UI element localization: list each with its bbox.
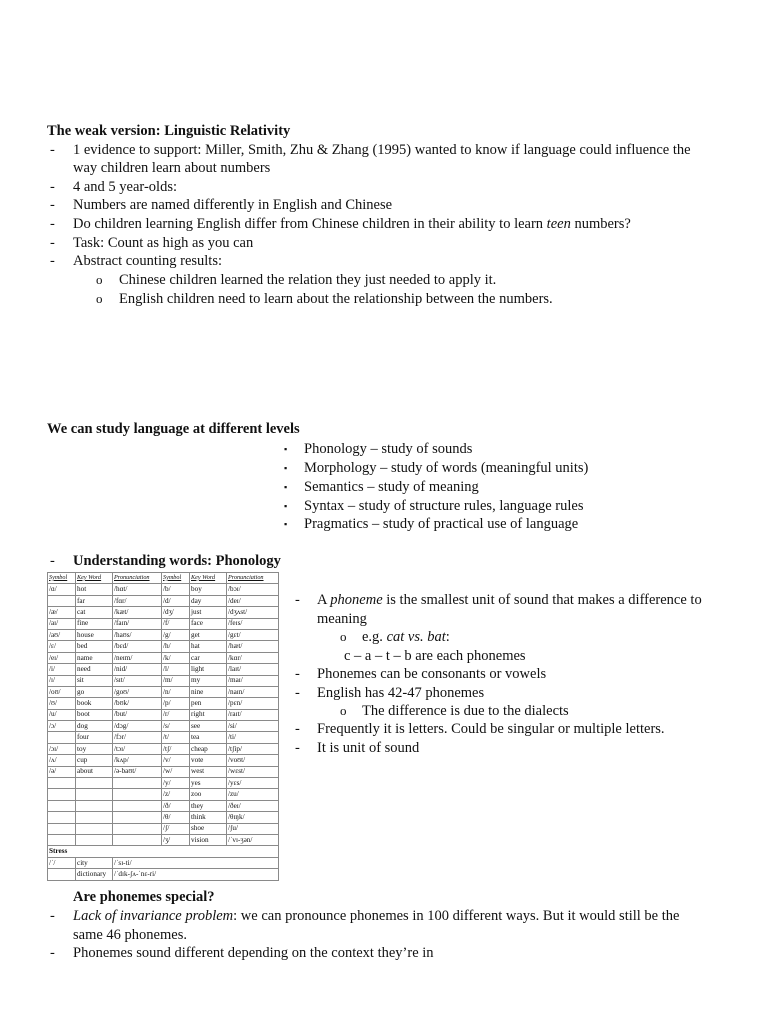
ipa-table-cell: name <box>76 652 113 663</box>
ipa-table-cell: /oʊ/ <box>48 686 76 697</box>
ipa-table-cell: /pɛn/ <box>227 698 279 709</box>
ipa-table-cell: /haʊs/ <box>113 629 162 640</box>
ipa-table-cell: /ʃu/ <box>227 823 279 834</box>
ipa-table-cell: /neɪm/ <box>113 652 162 663</box>
invariance-term: Lack of invariance problem <box>73 908 234 924</box>
ipa-table-cell <box>113 823 162 834</box>
ipa-table-row <box>48 709 279 720</box>
bullet-age: 4 and 5 year-olds: <box>73 179 177 195</box>
bullet-dash: - <box>50 235 55 251</box>
bullet-dash: - <box>50 179 55 195</box>
ipa-table-cell: boy <box>190 584 227 595</box>
ipa-table-cell: /ɪ/ <box>48 675 76 686</box>
square-bullet: ▪ <box>284 444 288 454</box>
ipa-table-cell: light <box>190 664 227 675</box>
ipa-table-cell: /ti/ <box>227 732 279 743</box>
ipa-table-row <box>48 743 279 754</box>
ipa-table-cell: /deɪ/ <box>227 595 279 606</box>
section-heading-levels: We can study language at different levels <box>47 421 300 437</box>
bullet-teen-question <box>73 215 631 233</box>
ipa-table-cell: toy <box>76 743 113 754</box>
phoneme-definition <box>317 591 702 609</box>
ipa-phoneme-table <box>47 572 278 878</box>
sub-bullet-english: English children need to learn about the relationship between the numbers. <box>119 291 553 307</box>
ipa-table-cell <box>76 812 113 823</box>
ipa-table-cell: /kʌp/ <box>113 755 162 766</box>
teen-question-b: numbers? <box>570 216 631 232</box>
ipa-table-cell: four <box>76 732 113 743</box>
ipa-table-cell: /goʊ/ <box>113 686 162 697</box>
ipa-stress-label-row <box>48 846 279 857</box>
ipa-table-cell: /ð/ <box>162 800 190 811</box>
ipa-table-cell: just <box>190 607 227 618</box>
col-header-keyword: Key Word <box>76 573 113 584</box>
ipa-table-cell: pen <box>190 698 227 709</box>
sub-bullet-circle: o <box>96 291 103 306</box>
bullet-dash: - <box>295 685 300 701</box>
square-bullet: ▪ <box>284 463 288 473</box>
ipa-stress-label: Stress <box>48 846 279 857</box>
ipa-table-cell: shoe <box>190 823 227 834</box>
ipa-table-cell: /ɔ/ <box>48 721 76 732</box>
ipa-table-cell: /but/ <box>113 709 162 720</box>
ipa-table-cell <box>76 834 113 845</box>
ipa-table-cell: /θ/ <box>162 812 190 823</box>
ipa-table-cell: west <box>190 766 227 777</box>
ipa-table-cell: /dɔg/ <box>113 721 162 732</box>
bullet-dash: - <box>50 197 55 213</box>
col-header-symbol: Symbol <box>48 573 76 584</box>
ipa-table-cell: /tʃip/ <box>227 743 279 754</box>
ipa-table-cell: /h/ <box>162 641 190 652</box>
ipa-table-row <box>48 778 279 789</box>
ipa-table-cell: face <box>190 618 227 629</box>
ipa-table-cell: vision <box>190 834 227 845</box>
col-header-pronunciation: Pronunciation <box>113 573 162 584</box>
ipa-table-cell: /ðeɪ/ <box>227 800 279 811</box>
ipa-table-cell <box>48 732 76 743</box>
ipa-table-row <box>48 652 279 663</box>
ipa-table-cell <box>113 834 162 845</box>
bullet-lack-of-invariance-cont: same 46 phonemes. <box>73 927 187 943</box>
ipa-table-row <box>48 732 279 743</box>
bullet-context: Phonemes sound different depending on the context they’re in <box>73 945 434 961</box>
ipa-table-cell: /æ/ <box>48 607 76 618</box>
ipa-stress-cell: /ˈsɪ-ti/ <box>113 857 279 868</box>
bullet-lack-of-invariance <box>73 907 679 925</box>
ipa-table-cell: /u/ <box>48 709 76 720</box>
ipa-table-cell <box>76 823 113 834</box>
ipa-table-row <box>48 607 279 618</box>
ipa-table-cell <box>48 800 76 811</box>
ipa-table-row <box>48 834 279 845</box>
ipa-table-row <box>48 800 279 811</box>
ipa-table-row <box>48 789 279 800</box>
phoneme-def-a: A <box>317 592 331 608</box>
sub-bullet-chinese: Chinese children learned the relation they just needed to apply it. <box>119 272 497 288</box>
ipa-table-cell: /ʌ/ <box>48 755 76 766</box>
bullet-evidence: 1 evidence to support: Miller, Smith, Zhu & Zhang (1995) wanted to know if language could influence the <box>73 142 691 158</box>
bullet-dash: - <box>50 253 55 269</box>
ipa-table-cell: /ʃ/ <box>162 823 190 834</box>
bullet-letters: Frequently it is letters. Could be singular or multiple letters. <box>317 721 665 737</box>
bullet-numbers-named: Numbers are named differently in English and Chinese <box>73 197 393 213</box>
ipa-table-cell: /k/ <box>162 652 190 663</box>
ipa-table-row <box>48 766 279 777</box>
ipa-table-cell: /ə-baʊt/ <box>113 766 162 777</box>
ipa-table-cell: day <box>190 595 227 606</box>
ipa-table-body <box>48 584 279 880</box>
ipa-table-cell: /hɑt/ <box>113 584 162 595</box>
bullet-unit-of-sound: It is unit of sound <box>317 740 420 756</box>
phoneme-def-b: is the smallest unit of sound that makes a difference to <box>382 592 702 608</box>
level-semantics: Semantics – study of meaning <box>304 479 479 495</box>
ipa-table-cell: hat <box>190 641 227 652</box>
ipa-table-cell: tea <box>190 732 227 743</box>
ipa-table-cell <box>113 800 162 811</box>
ipa-table-cell: yes <box>190 778 227 789</box>
ipa-table-cell: /v/ <box>162 755 190 766</box>
teen-question-a: Do children learning English differ from Chinese children in their ability to learn <box>73 216 547 232</box>
ipa-table-cell: /ʒ/ <box>162 834 190 845</box>
ipa-table-cell <box>48 834 76 845</box>
square-bullet: ▪ <box>284 519 288 529</box>
ipa-stress-row <box>48 857 279 868</box>
phoneme-definition-cont: meaning <box>317 611 367 627</box>
ipa-table-row <box>48 641 279 652</box>
ipa-stress-cell: /ˈ/ <box>48 857 76 868</box>
ipa-table-cell: /b/ <box>162 584 190 595</box>
ipa-table-cell: nine <box>190 686 227 697</box>
ipa-stress-cell: dictionary <box>76 869 113 880</box>
ipa-table-cell: /kæt/ <box>113 607 162 618</box>
example-a: e.g. <box>362 629 387 645</box>
ipa-table-cell: house <box>76 629 113 640</box>
sub-bullet-circle: o <box>340 629 347 644</box>
ipa-table-cell: /ɔɪ/ <box>48 743 76 754</box>
ipa-table-cell: fine <box>76 618 113 629</box>
ipa-table-cell: think <box>190 812 227 823</box>
ipa-table-cell: vote <box>190 755 227 766</box>
ipa-table-cell: /aɪ/ <box>48 618 76 629</box>
ipa-table-cell: /zu/ <box>227 789 279 800</box>
example-cat-bat <box>362 628 450 646</box>
ipa-table-cell: /sɪt/ <box>113 675 162 686</box>
ipa-table-cell: /gɛt/ <box>227 629 279 640</box>
ipa-table-cell <box>113 812 162 823</box>
ipa-table-cell: /z/ <box>162 789 190 800</box>
invariance-rest: : we can pronounce phonemes in 100 different ways. But it would still be the <box>233 908 680 924</box>
bullet-abstract-counting: Abstract counting results: <box>73 253 223 269</box>
section-heading-phonology: Understanding words: Phonology <box>73 553 281 569</box>
phoneme-term: phoneme <box>330 592 383 608</box>
ipa-table-row <box>48 755 279 766</box>
ipa-table-cell: /raɪt/ <box>227 709 279 720</box>
col-header-symbol: Symbol <box>162 573 190 584</box>
bullet-evidence-cont: way children learn about numbers <box>73 160 271 176</box>
ipa-table-cell <box>48 789 76 800</box>
ipa-table-cell <box>113 778 162 789</box>
ipa-table-cell: /faɪn/ <box>113 618 162 629</box>
ipa-table-cell: /y/ <box>162 778 190 789</box>
ipa-table-cell: /bɛd/ <box>113 641 162 652</box>
bullet-dash: - <box>50 553 55 569</box>
ipa-table-cell: /fɑr/ <box>113 595 162 606</box>
bullet-dash: - <box>50 142 55 158</box>
ipa-table-cell: /yɛs/ <box>227 778 279 789</box>
ipa-table-cell: /dʒʌst/ <box>227 607 279 618</box>
level-morphology: Morphology – study of words (meaningful units) <box>304 460 589 476</box>
bullet-dash: - <box>295 721 300 737</box>
ipa-table-cell: get <box>190 629 227 640</box>
teen-word: teen <box>546 216 571 232</box>
ipa-stress-cell: city <box>76 857 113 868</box>
ipa-table-row <box>48 823 279 834</box>
example-words: cat vs. bat <box>386 629 446 645</box>
bullet-consonants-vowels: Phonemes can be consonants or vowels <box>317 666 547 682</box>
sub-bullet-dialects: The difference is due to the dialects <box>362 703 569 719</box>
sub-bullet-circle: o <box>96 272 103 287</box>
ipa-table-row <box>48 812 279 823</box>
ipa-table-cell: /r/ <box>162 709 190 720</box>
sub-bullet-circle: o <box>340 703 347 718</box>
ipa-table-cell: /i/ <box>48 664 76 675</box>
ipa-table-cell: boot <box>76 709 113 720</box>
ipa-table-cell <box>48 595 76 606</box>
ipa-table-cell: /laɪt/ <box>227 664 279 675</box>
ipa-table-cell: hot <box>76 584 113 595</box>
ipa-table-cell: cheap <box>190 743 227 754</box>
ipa-table-cell <box>113 789 162 800</box>
ipa-table-cell: /nid/ <box>113 664 162 675</box>
ipa-table-cell: dog <box>76 721 113 732</box>
section-heading-linguistic-relativity: The weak version: Linguistic Relativity <box>47 123 291 139</box>
ipa-table-cell: /voʊt/ <box>227 755 279 766</box>
ipa-table-cell: zoo <box>190 789 227 800</box>
ipa-table-cell: sit <box>76 675 113 686</box>
ipa-table-cell: /si/ <box>227 721 279 732</box>
bullet-dash: - <box>295 740 300 756</box>
ipa-table-cell: my <box>190 675 227 686</box>
ipa-table-cell: book <box>76 698 113 709</box>
bullet-dash: - <box>50 216 55 232</box>
ipa-table-cell: bed <box>76 641 113 652</box>
section-heading-phonemes-special: Are phonemes special? <box>73 889 215 905</box>
ipa-table-cell: /ə/ <box>48 766 76 777</box>
bullet-dash: - <box>295 592 300 608</box>
ipa-table-cell: right <box>190 709 227 720</box>
ipa-table-cell <box>76 778 113 789</box>
ipa-table-cell: /bʊk/ <box>113 698 162 709</box>
ipa-table-cell: /feɪs/ <box>227 618 279 629</box>
ipa-table-cell: /tɔɪ/ <box>113 743 162 754</box>
ipa-table-cell: about <box>76 766 113 777</box>
ipa-table-cell: /dʒ/ <box>162 607 190 618</box>
example-b: : <box>445 629 450 645</box>
bullet-dash: - <box>50 908 55 924</box>
ipa-table-cell: /w/ <box>162 766 190 777</box>
ipa-table-cell: /θɪŋk/ <box>227 812 279 823</box>
ipa-table-cell: cup <box>76 755 113 766</box>
ipa-table-cell: /t/ <box>162 732 190 743</box>
ipa-table-cell: /aʊ/ <box>48 629 76 640</box>
ipa-table-cell <box>48 778 76 789</box>
bullet-dash: - <box>50 945 55 961</box>
ipa-table-cell: see <box>190 721 227 732</box>
ipa-table-cell <box>76 789 113 800</box>
ipa-table-cell: /fɔr/ <box>113 732 162 743</box>
ipa-table-cell: far <box>76 595 113 606</box>
bullet-dash: - <box>295 666 300 682</box>
ipa-table-grid <box>47 572 279 881</box>
ipa-table-cell: they <box>190 800 227 811</box>
ipa-table-cell: /maɪ/ <box>227 675 279 686</box>
ipa-stress-row <box>48 869 279 880</box>
col-header-keyword: Key Word <box>190 573 227 584</box>
ipa-table-row <box>48 584 279 595</box>
ipa-table-cell: /m/ <box>162 675 190 686</box>
ipa-table-row <box>48 595 279 606</box>
ipa-table-cell: need <box>76 664 113 675</box>
ipa-table-cell: /ɑ/ <box>48 584 76 595</box>
ipa-table-cell: /ˈvɪ-ʒən/ <box>227 834 279 845</box>
ipa-table-cell: /eɪ/ <box>48 652 76 663</box>
ipa-table-cell: /s/ <box>162 721 190 732</box>
ipa-table-row <box>48 675 279 686</box>
square-bullet: ▪ <box>284 501 288 511</box>
ipa-table-row <box>48 698 279 709</box>
ipa-table-cell <box>48 823 76 834</box>
bullet-task: Task: Count as high as you can <box>73 235 254 251</box>
level-syntax: Syntax – study of structure rules, language rules <box>304 498 584 514</box>
level-phonology: Phonology – study of sounds <box>304 441 473 457</box>
ipa-table-row <box>48 721 279 732</box>
ipa-table-cell <box>76 800 113 811</box>
ipa-table-cell: /hæt/ <box>227 641 279 652</box>
ipa-table-row <box>48 629 279 640</box>
bullet-phoneme-count: English has 42-47 phonemes <box>317 685 485 701</box>
ipa-table-row <box>48 664 279 675</box>
ipa-table-cell: /bɔɪ/ <box>227 584 279 595</box>
ipa-table-cell: /tʃ/ <box>162 743 190 754</box>
ipa-table-row <box>48 686 279 697</box>
level-pragmatics: Pragmatics – study of practical use of language <box>304 516 579 532</box>
ipa-table-cell: /l/ <box>162 664 190 675</box>
ipa-table-cell <box>48 812 76 823</box>
ipa-table-cell: /g/ <box>162 629 190 640</box>
ipa-table-cell: /f/ <box>162 618 190 629</box>
example-each-phoneme: c – a – t – b are each phonemes <box>344 648 526 664</box>
ipa-table-cell: /naɪn/ <box>227 686 279 697</box>
ipa-table-cell: go <box>76 686 113 697</box>
ipa-stress-cell: /ˈdɪk-ʃʌ-ˈnɛ-ri/ <box>113 869 279 880</box>
col-header-pronunciation: Pronunciation <box>227 573 279 584</box>
ipa-table-row <box>48 618 279 629</box>
ipa-table-cell: /kɑr/ <box>227 652 279 663</box>
ipa-table-cell: car <box>190 652 227 663</box>
ipa-table-cell: /d/ <box>162 595 190 606</box>
ipa-table-cell: cat <box>76 607 113 618</box>
ipa-stress-cell <box>48 869 76 880</box>
ipa-table-cell: /wɛst/ <box>227 766 279 777</box>
ipa-table-cell: /n/ <box>162 686 190 697</box>
ipa-table-cell: /ɛ/ <box>48 641 76 652</box>
ipa-table-cell: /p/ <box>162 698 190 709</box>
ipa-table-cell: /ʊ/ <box>48 698 76 709</box>
ipa-table-header-row <box>48 573 279 584</box>
square-bullet: ▪ <box>284 482 288 492</box>
